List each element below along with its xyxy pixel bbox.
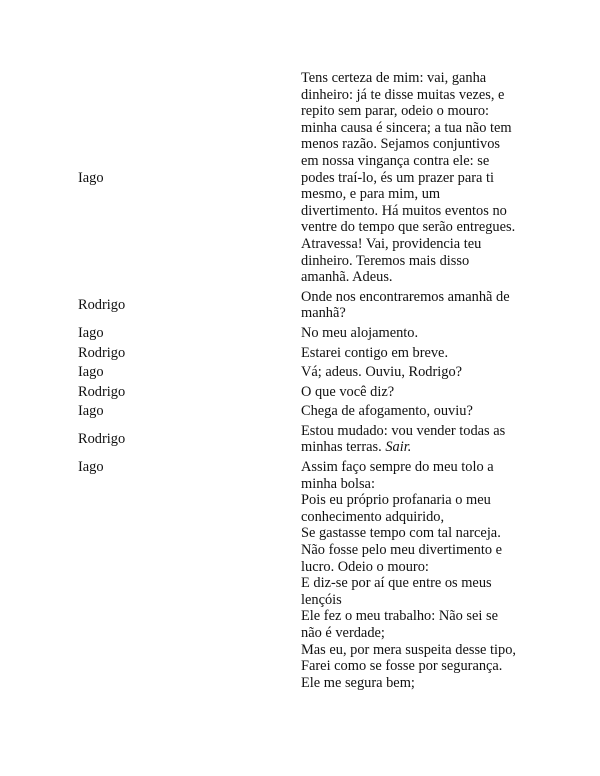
speaker-name: Iago: [78, 364, 104, 381]
speech-text: [301, 70, 538, 286]
speech-line: minha causa é sincera; a tua não tem: [301, 119, 512, 136]
speaker-name: Iago: [78, 324, 104, 341]
speech-line: Ele me segura bem;: [301, 674, 415, 691]
speech-line: divertimento. Há muitos eventos no: [301, 202, 507, 219]
speech-line: Pois eu próprio profanaria o meu: [301, 492, 491, 509]
dialogue-row: [78, 456, 538, 691]
speech-line: Atravessa! Vai, providencia teu: [301, 235, 482, 252]
speech-line: não é verdade;: [301, 625, 385, 641]
speech-line: em nossa vingança contra ele: se: [301, 152, 490, 169]
speech-line: Mas eu, por mera suspeita desse tipo,: [301, 641, 517, 658]
speech-text: [301, 286, 538, 322]
speech-line: O que você diz?: [301, 383, 395, 400]
dialogue-row: [78, 361, 538, 381]
dialogue-row: [78, 420, 538, 456]
dialogue-row: [78, 342, 538, 362]
speech-line: Vá; adeus. Ouviu, Rodrigo?: [301, 364, 463, 381]
speech-line: mesmo, e para mim, um: [301, 186, 441, 203]
dialogue-row: [78, 400, 538, 420]
speaker-name: Rodrigo: [78, 344, 126, 361]
speech-text: [301, 400, 538, 420]
speech-text: [301, 322, 538, 342]
speech-line: amanhã. Adeus.: [301, 269, 393, 286]
speech-line: Ele fez o meu trabalho: Não sei se: [301, 608, 498, 625]
speech-text: [301, 456, 538, 691]
speech-line: Assim faço sempre do meu tolo a: [301, 459, 494, 476]
speech-line: dinheiro: já te disse muitas vezes, e: [301, 86, 505, 103]
speech-text: [301, 381, 538, 401]
dialogue-row: [78, 322, 538, 342]
speech-line: Se gastasse tempo com tal narceja.: [301, 525, 501, 542]
stage-direction: Sair.: [385, 439, 412, 456]
speaker-name: Iago: [78, 169, 104, 186]
speech-line: manhã?: [301, 305, 346, 322]
dialogue-row: [78, 286, 538, 322]
speech-line: E diz-se por aí que entre os meus: [301, 575, 492, 592]
speaker-name: Rodrigo: [78, 297, 126, 314]
speech-line: dinheiro. Teremos mais disso: [301, 252, 470, 269]
speech-line: Chega de afogamento, ouviu?: [301, 403, 473, 420]
speech-line: Tens certeza de mim: vai, ganha: [301, 70, 487, 86]
speech-text: [301, 342, 538, 362]
speech-line: lucro. Odeio o mouro:: [301, 558, 429, 575]
speech-line-text: minhas terras.: [301, 439, 382, 456]
speech-line: Farei como se fosse por segurança.: [301, 658, 503, 675]
speaker-name: Iago: [78, 403, 104, 420]
speech-line: ventre do tempo que serão entregues.: [301, 219, 516, 236]
speech-line: Estarei contigo em breve.: [301, 344, 449, 361]
speech-line: menos razão. Sejamos conjuntivos: [301, 136, 501, 153]
speech-line: podes traí-lo, és um prazer para ti: [301, 169, 494, 186]
speech-text: [301, 361, 538, 381]
dialogue-row: [78, 70, 538, 286]
speech-line: No meu alojamento.: [301, 324, 419, 341]
speaker-name: Rodrigo: [78, 431, 126, 448]
speech-line: Estou mudado: vou vender todas as: [301, 422, 506, 439]
dialogue-row: [78, 381, 538, 401]
speech-line: Onde nos encontraremos amanhã de: [301, 288, 510, 305]
speech-line: Não fosse pelo meu divertimento e: [301, 542, 503, 559]
dialogue-table: [78, 70, 538, 691]
speech-text: [301, 420, 538, 456]
speech-line: [301, 439, 538, 456]
speaker-name: Iago: [78, 459, 104, 476]
speech-line: lençóis: [301, 591, 342, 608]
speech-line: minha bolsa:: [301, 475, 375, 492]
speech-line: conhecimento adquirido,: [301, 508, 445, 525]
speech-line: repito sem parar, odeio o mouro:: [301, 103, 490, 120]
speaker-name: Rodrigo: [78, 383, 126, 400]
